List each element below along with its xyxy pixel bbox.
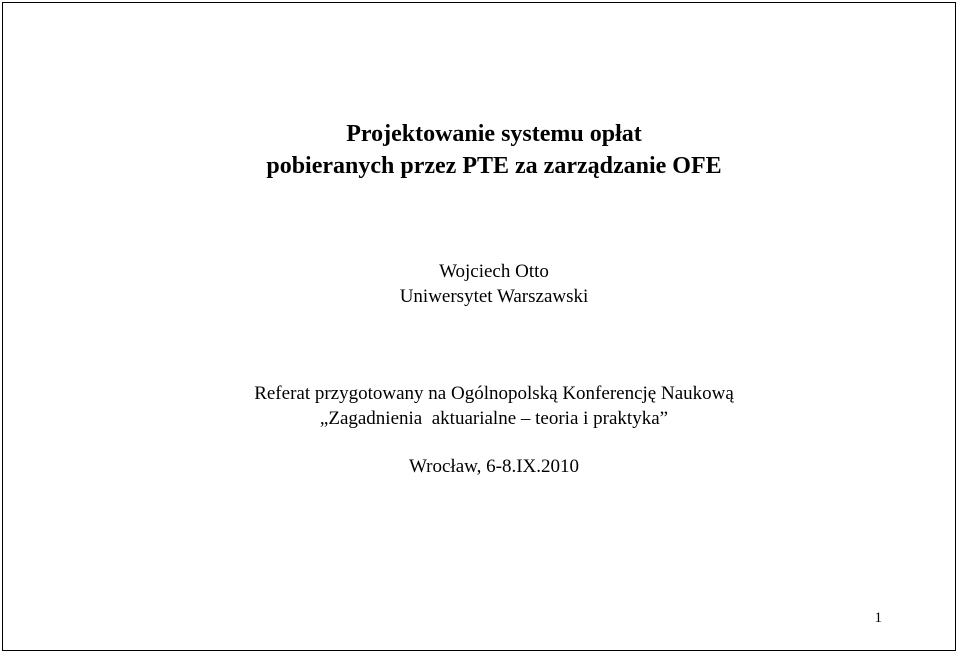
slide-title	[0, 118, 960, 182]
page-number: 1	[874, 610, 882, 626]
title-line-1: Projektowanie systemu opłat	[346, 121, 642, 147]
title-line-2: pobieranych przez PTE za zarządzanie OFE	[266, 153, 722, 179]
slide-frame	[2, 2, 956, 651]
author-name: Wojciech Otto	[439, 261, 549, 282]
conference-line-2: „Zagadnienia aktuarialne – teoria i praktyka”	[319, 408, 669, 429]
conference-date: Wrocław, 6-8.IX.2010	[408, 456, 579, 477]
author-block	[0, 259, 960, 309]
author-affiliation: Uniwersytet Warszawski	[399, 286, 589, 307]
conference-line-1: Referat przygotowany na Ogólnopolską Konferencję Naukową	[254, 383, 734, 404]
conference-info	[0, 381, 960, 479]
